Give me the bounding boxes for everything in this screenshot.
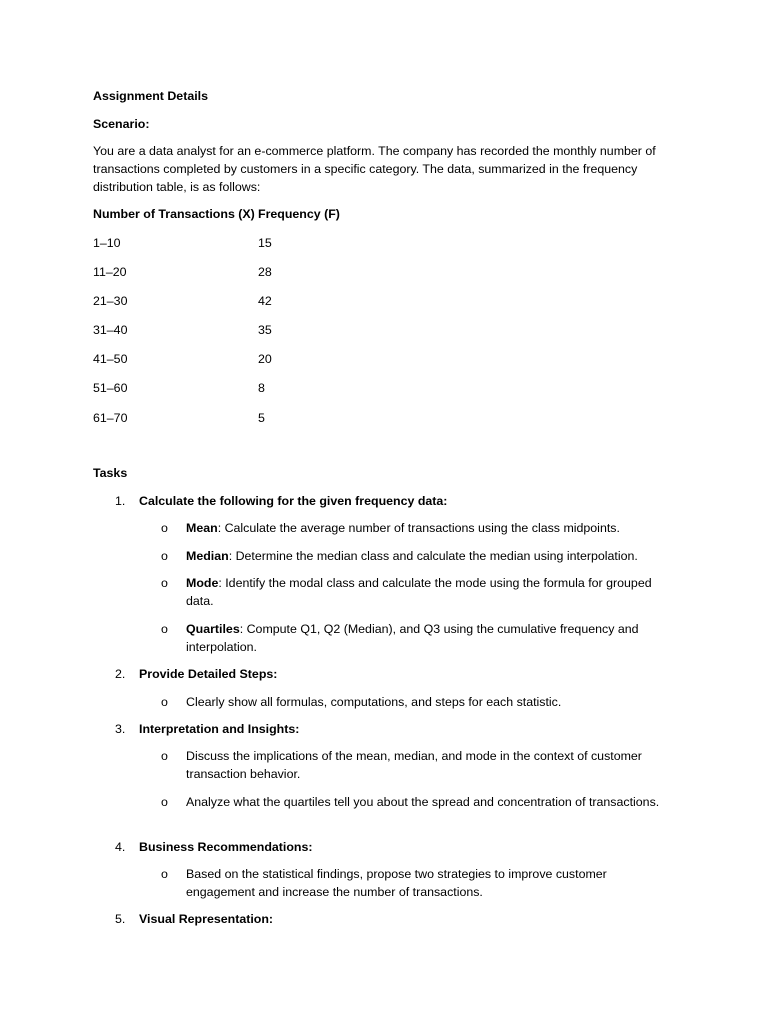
bullet-icon: o bbox=[161, 695, 168, 709]
subtask-text: : Calculate the average number of transactions using the class midpoints. bbox=[217, 521, 620, 535]
subtask-text: Clearly show all formulas, computations, and steps for each statistic. bbox=[186, 695, 562, 709]
bullet-icon: o bbox=[161, 622, 168, 636]
subtask-text: : Identify the modal class and calculate the mode using the formula for grouped data. bbox=[186, 576, 652, 608]
table-header-transactions: Number of Transactions (X) bbox=[93, 207, 255, 221]
task-number: 2. bbox=[115, 667, 126, 681]
subtask-text: : Compute Q1, Q2 (Median), and Q3 using the cumulative frequency and interpolation. bbox=[186, 622, 639, 654]
bullet-icon: o bbox=[161, 549, 168, 563]
scenario-label: Scenario: bbox=[93, 117, 150, 131]
subtask-term: Mean bbox=[186, 521, 218, 535]
task-title: Provide Detailed Steps: bbox=[139, 667, 278, 681]
subtask-item bbox=[186, 547, 676, 565]
subtask-item bbox=[186, 793, 676, 811]
subtask-item bbox=[186, 693, 676, 711]
table-cell-frequency: 42 bbox=[258, 294, 272, 308]
tasks-heading: Tasks bbox=[93, 466, 128, 480]
bullet-icon: o bbox=[161, 749, 168, 763]
document-heading: Assignment Details bbox=[93, 89, 208, 103]
table-cell-frequency: 5 bbox=[258, 411, 265, 425]
table-cell-range: 61–70 bbox=[93, 411, 128, 425]
table-cell-frequency: 20 bbox=[258, 352, 272, 366]
task-title: Interpretation and Insights: bbox=[139, 722, 300, 736]
subtask-text: : Determine the median class and calculate the median using interpolation. bbox=[228, 549, 638, 563]
bullet-icon: o bbox=[161, 867, 168, 881]
task-title: Visual Representation: bbox=[139, 912, 274, 926]
table-cell-range: 31–40 bbox=[93, 323, 128, 337]
table-cell-range: 11–20 bbox=[93, 265, 127, 279]
subtask-term: Quartiles bbox=[186, 622, 240, 636]
scenario-text: You are a data analyst for an e-commerce platform. The company has recorded the monthly number of transactions completed by customers in a specific category. The data, summarized in the frequency distribution table, is as follows: bbox=[93, 144, 656, 194]
table-cell-frequency: 15 bbox=[258, 236, 272, 250]
subtask-item bbox=[186, 574, 676, 610]
subtask-text: Analyze what the quartiles tell you about the spread and concentration of transactions. bbox=[186, 795, 660, 809]
task-title: Business Recommendations: bbox=[139, 840, 313, 854]
task-number: 5. bbox=[115, 912, 126, 926]
table-cell-range: 21–30 bbox=[93, 294, 128, 308]
task-number: 3. bbox=[115, 722, 126, 736]
table-cell-frequency: 35 bbox=[258, 323, 272, 337]
task-number: 4. bbox=[115, 840, 126, 854]
subtask-item bbox=[186, 747, 676, 783]
subtask-term: Median bbox=[186, 549, 229, 563]
subtask-text: Based on the statistical findings, propose two strategies to improve customer engagement and increase the number of transactions. bbox=[186, 867, 607, 899]
table-header-frequency: Frequency (F) bbox=[258, 207, 340, 221]
table-cell-range: 41–50 bbox=[93, 352, 128, 366]
table-cell-range: 51–60 bbox=[93, 381, 128, 395]
table-cell-frequency: 8 bbox=[258, 381, 265, 395]
table-cell-frequency: 28 bbox=[258, 265, 272, 279]
bullet-icon: o bbox=[161, 521, 168, 535]
subtask-item bbox=[186, 865, 676, 901]
task-number: 1. bbox=[115, 494, 126, 508]
subtask-term: Mode bbox=[186, 576, 219, 590]
task-title: Calculate the following for the given frequency data: bbox=[139, 494, 448, 508]
bullet-icon: o bbox=[161, 576, 168, 590]
bullet-icon: o bbox=[161, 795, 168, 809]
table-cell-range: 1–10 bbox=[93, 236, 121, 250]
subtask-item bbox=[186, 519, 676, 537]
subtask-text: Discuss the implications of the mean, median, and mode in the context of customer transaction behavior. bbox=[186, 749, 642, 781]
subtask-item bbox=[186, 620, 676, 656]
